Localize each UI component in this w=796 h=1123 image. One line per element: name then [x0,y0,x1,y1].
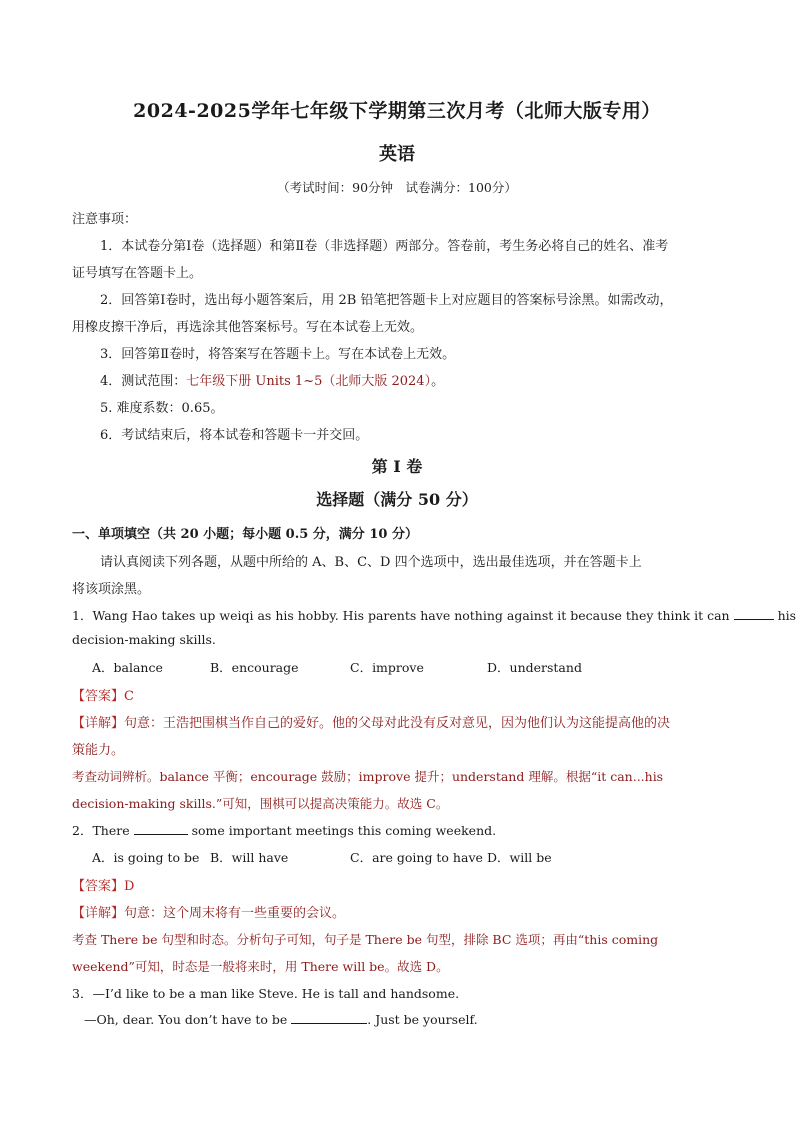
question-3-stem-pre: —Oh, dear. You don’t have to be [84,1012,288,1027]
question-2-analysis-a: 考查 There be 句型和时态。分析句子可知，句子是 There be 句型，排除 BC 选项；再由“this coming [72,932,659,947]
volume-heading: 第 I 卷 [371,457,423,476]
question-2-option-d: D．will be [487,850,552,865]
answer-value: D [124,879,135,894]
exam-title: 2024-2025学年七年级下学期第三次月考（北师大版专用） [133,100,661,122]
section-title: 选择题（满分 50 分） [316,490,478,509]
question-1-analysis-a: 考查动词辨析。balance 平衡；encourage 鼓励；improve 提升；understand 理解。根据“it can...his [72,769,664,784]
notes-heading: 注意事项： [72,212,138,227]
note-item-1a: 1．本试卷分第Ⅰ卷（选择题）和第Ⅱ卷（非选择题）两部分。答卷前，考生务必将自己的姓名、准考 [100,239,669,254]
note-item-3: 3．回答第Ⅱ卷时，将答案写在答题卡上。写在本试卷上无效。 [100,347,456,362]
answer-blank [734,607,774,620]
answer-blank [134,822,188,835]
answer-value: C [124,689,134,704]
question-2-option-a: A．is going to be [92,850,200,865]
answer-label: 【答案】 [72,879,125,894]
question-1-option-a: A．balance [92,660,163,675]
note-item-6: 6．考试结束后，将本试卷和答题卡一并交回。 [100,428,369,443]
note-item-5: 5. 难度系数：0.65。 [100,401,224,416]
note-item-4-suffix: 。 [431,374,445,389]
note-item-4-prefix: 4．测试范围： [100,374,187,389]
note-item-2a: 2．回答第Ⅰ卷时，选出每小题答案后，用 2B 铅笔把答题卡上对应题目的答案标号涂黑。如需改动， [100,293,673,308]
question-1-stem-a [72,606,796,624]
question-1-analysis-b: decision-making skills.”可知，围棋可以提高决策能力。故选 C。 [72,796,449,811]
part1-instruction-a: 请认真阅读下列各题，从题中所给的 A、B、C、D 四个选项中，选出最佳选项，并在答题卡上 [100,555,642,570]
question-3-stem-b [84,1011,478,1027]
question-2-detail-a [72,902,345,921]
question-1-stem-b: decision-making skills. [72,632,216,647]
note-item-4-scope: 七年级下册 Units 1~5（北师大版 2024） [186,374,432,389]
question-2-answer [72,875,134,894]
part1-heading: 一、单项填空（共 20 小题；每小题 0.5 分，满分 10 分） [72,527,418,542]
question-1-stem-text: 1．Wang Hao takes up weiqi as his hobby. His parents have nothing against it because they think it can [72,608,730,623]
question-1-detail-a [72,712,670,731]
question-1-answer [72,685,134,704]
question-2-stem-pre: 2．There [72,823,130,838]
question-1-option-c: C．improve [350,660,424,675]
question-1-option-d: D．understand [487,660,582,675]
note-item-2b: 用橡皮擦干净后，再选涂其他答案标号。写在本试卷上无效。 [72,320,424,335]
note-item-4 [100,370,444,389]
question-1-detail-b: 策能力。 [72,743,125,758]
answer-label: 【答案】 [72,689,125,704]
subject-title: 英语 [379,144,415,165]
detail-label: 【详解】 [72,906,125,921]
question-1-stem-tail: his [777,608,796,623]
answer-blank [291,1011,367,1024]
question-2-option-c: C．are going to have [350,850,483,865]
question-2-stem [72,821,496,839]
detail-text: 句意：王浩把围棋当作自己的爱好。他的父母对此没有反对意见，因为他们认为这能提高他的决 [124,716,671,731]
question-3-stem-a: 3．—I’d like to be a man like Steve. He is tall and handsome. [72,986,460,1001]
question-3-stem-post: . Just be yourself. [367,1012,478,1027]
question-2-analysis-b: weekend”可知，时态是一般将来时，用 There will be。故选 D。 [72,959,449,974]
exam-info: （考试时间：90分钟 试卷满分：100分） [277,180,517,195]
detail-text: 句意：这个周末将有一些重要的会议。 [124,906,346,921]
detail-label: 【详解】 [72,716,125,731]
note-item-1b: 证号填写在答题卡上。 [72,266,203,281]
question-1-option-b: B．encourage [210,660,299,675]
question-2-stem-post: some important meetings this coming weekend. [191,823,497,838]
part1-instruction-b: 将该项涂黑。 [72,582,151,597]
question-2-option-b: B．will have [210,850,289,865]
